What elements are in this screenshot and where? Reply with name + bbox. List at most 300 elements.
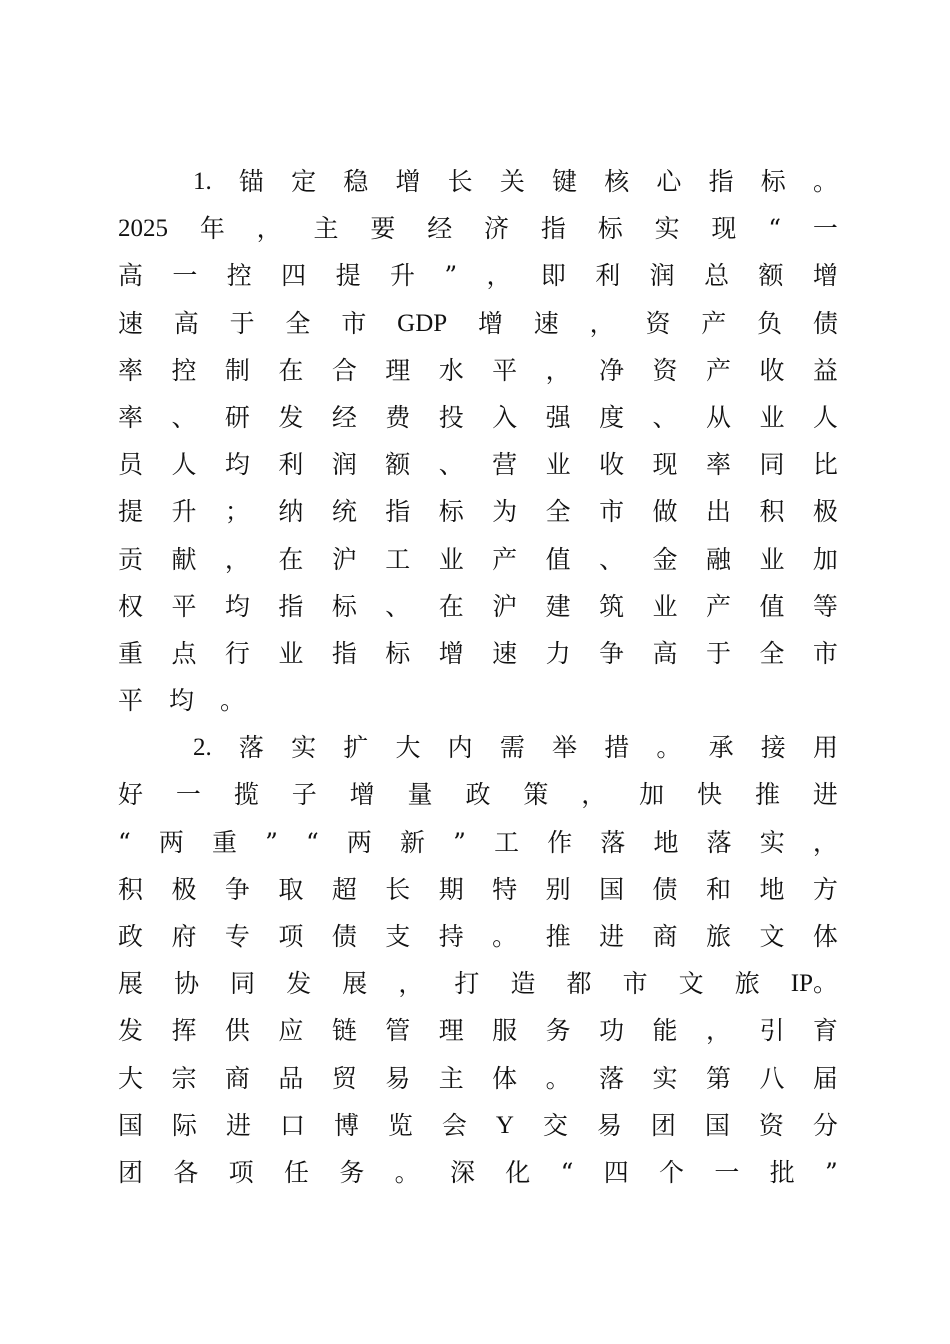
text-glyph: 提 [118,497,144,527]
text-glyph: 产 [492,544,518,574]
text-glyph: 一 [175,780,201,810]
text-glyph: 业 [759,544,785,574]
text-glyph: 点 [171,638,197,668]
text-glyph: 经 [427,214,453,244]
text-glyph: 内 [447,733,473,763]
text-glyph: 要 [370,214,396,244]
text-glyph: 定 [291,167,317,196]
text-glyph: 子 [291,780,317,810]
text-glyph: 资 [652,355,678,385]
text-glyph: 利 [278,450,304,480]
text-glyph: 链 [331,1016,357,1046]
text-glyph: 献 [171,544,197,574]
text-glyph: 分 [812,1110,838,1140]
text-glyph: 举 [552,733,578,763]
text-glyph: 期 [438,874,464,904]
text-glyph: 加 [639,780,665,810]
text-glyph: 标 [760,167,786,196]
text-glyph: 指 [331,638,357,668]
text-glyph: 揽 [233,780,259,810]
text-glyph: 各 [173,1157,199,1187]
text-glyph: 、 [599,544,625,574]
text-glyph: 经 [331,402,357,432]
text-glyph: 市 [812,638,838,668]
text-glyph: 增 [438,638,464,668]
text-glyph: “ [560,1157,574,1187]
text-glyph: ， [256,214,282,244]
text-glyph: 。 [492,922,518,951]
text-glyph: 比 [812,450,838,480]
text-glyph: 市 [622,969,648,999]
text-glyph: 率 [118,402,144,432]
text-glyph: 理 [438,1016,464,1046]
text-glyph: 权 [118,591,144,621]
text-glyph: 落 [238,733,264,763]
text-glyph: 展 [342,969,368,999]
text-glyph: 收 [759,355,785,385]
text-glyph: 应 [278,1016,304,1046]
text-glyph: 特 [492,874,518,904]
text-glyph: 于 [705,638,731,668]
text-glyph: 现 [652,450,678,480]
text-glyph: ” [453,827,466,857]
text-glyph: 制 [224,355,250,385]
text-glyph: 长 [447,167,473,196]
text-glyph: 益 [812,355,838,385]
text-glyph: 文 [759,922,785,951]
text-glyph: 统 [331,497,357,527]
text-glyph: 产 [705,591,731,621]
text-line [118,724,838,771]
text-glyph: 净 [599,355,625,385]
text-glyph: 接 [760,733,786,763]
text-glyph: 平 [118,686,144,716]
text-glyph: 大 [395,733,421,763]
text-glyph: 旅 [734,969,760,999]
text-glyph: 纳 [278,497,304,527]
text-glyph: 合 [331,355,357,385]
text-glyph: 和 [705,874,731,904]
text-glyph: 收 [599,450,625,480]
text-glyph: 负 [757,308,783,338]
text-glyph: 一 [812,214,838,244]
text-glyph: 实 [654,214,680,244]
text-glyph: 措 [604,733,630,763]
text-glyph: 全 [545,497,571,527]
text-glyph: 宗 [171,1063,197,1093]
text-glyph: 锚 [238,167,264,196]
text-glyph: 为 [492,497,518,527]
text-glyph: 金 [652,544,678,574]
text-glyph: 用 [812,733,838,763]
text-glyph: ， [545,355,571,385]
text-glyph: 文 [678,969,704,999]
text-glyph: 重 [118,638,144,668]
text-glyph: GDP [397,309,448,337]
text-glyph: 发 [118,1016,144,1046]
text-glyph: 方 [812,874,838,904]
text-glyph: 债 [652,874,678,904]
text-glyph: 争 [599,638,625,668]
text-glyph: 平 [492,355,518,385]
text-glyph: 落 [706,827,732,857]
text-glyph: 持 [438,922,464,951]
text-glyph: 速 [533,308,559,338]
text-glyph: 长 [385,874,411,904]
text-glyph: 政 [118,922,144,951]
text-glyph: 策 [523,780,549,810]
text-glyph: 核 [604,167,630,196]
text-glyph: “ [306,827,319,857]
text-glyph: 际 [171,1110,197,1140]
text-glyph: 升 [389,261,415,291]
text-glyph: 届 [812,1063,838,1093]
text-glyph: 度 [599,402,625,432]
text-glyph: 造 [510,969,536,999]
text-glyph: 协 [174,969,200,999]
text-glyph: 指 [540,214,566,244]
text-glyph: 2025 [118,215,168,243]
text-glyph: 。 [394,1157,420,1187]
text-glyph: 产 [705,355,731,385]
text-glyph: 量 [407,780,433,810]
text-glyph: 团 [118,1157,144,1187]
text-glyph: 旅 [705,922,731,951]
text-line [118,960,838,1007]
text-glyph: 升 [171,497,197,527]
text-glyph: 政 [465,780,491,810]
text-glyph: 研 [224,402,250,432]
text-glyph: 1. [193,168,212,195]
text-line [118,441,838,488]
text-line [118,771,838,818]
text-glyph: 融 [705,544,731,574]
text-glyph: 易 [385,1063,411,1093]
text-glyph: 标 [331,591,357,621]
text-glyph: 筑 [599,591,625,621]
text-glyph: “ [118,827,131,857]
text-line [118,1007,838,1054]
text-glyph: 项 [278,922,304,951]
text-glyph: 实 [291,733,317,763]
text-glyph: ， [812,827,838,857]
text-glyph: 增 [812,261,838,291]
text-glyph: 力 [545,638,571,668]
text-glyph: 发 [286,969,312,999]
text-glyph: 业 [652,591,678,621]
text-glyph: 专 [224,922,250,951]
text-glyph: 地 [759,874,785,904]
text-glyph: 展 [118,969,144,999]
text-glyph: 润 [649,261,675,291]
text-glyph: 国 [704,1110,730,1140]
text-glyph: 务 [339,1157,365,1187]
text-glyph: 在 [278,544,304,574]
text-glyph: 稳 [343,167,369,196]
text-glyph: 出 [705,497,731,527]
text-glyph: 业 [438,544,464,574]
text-glyph: 业 [278,638,304,668]
text-line [118,394,838,441]
text-glyph: 易 [596,1110,622,1140]
text-line [118,630,838,677]
text-glyph: 争 [224,874,250,904]
text-glyph: 于 [229,308,255,338]
text-glyph: ” [265,827,278,857]
text-glyph: 都 [566,969,592,999]
text-glyph: 。 [545,1063,571,1093]
text-glyph: 建 [545,591,571,621]
text-glyph: 项 [228,1157,254,1187]
text-glyph: 高 [652,638,678,668]
text-glyph: 从 [705,402,731,432]
text-glyph: 能 [652,1016,678,1046]
text-glyph: 标 [438,497,464,527]
text-line [118,347,838,394]
text-glyph: 商 [224,1063,250,1093]
text-glyph: 贡 [118,544,144,574]
text-glyph: 务 [545,1016,571,1046]
text-glyph: 、 [171,402,197,432]
text-glyph: 入 [492,402,518,432]
text-glyph: 供 [224,1016,250,1046]
text-glyph: 引 [759,1016,785,1046]
text-glyph: 进 [812,780,838,810]
text-glyph: 。 [220,686,246,716]
text-glyph: 作 [547,827,573,857]
text-glyph: IP。 [790,970,838,998]
text-glyph: 产 [701,308,727,338]
text-glyph: 。 [656,733,682,763]
text-glyph: 标 [597,214,623,244]
text-glyph: 快 [697,780,723,810]
text-glyph: 四 [281,261,307,291]
text-glyph: 推 [754,780,780,810]
text-glyph: 博 [333,1110,359,1140]
text-glyph: 资 [645,308,671,338]
text-glyph: 2. [193,734,212,762]
text-glyph: 功 [599,1016,625,1046]
text-line [118,583,838,630]
text-glyph: ， [705,1016,731,1046]
text-glyph: 业 [759,402,785,432]
paragraph-2 [118,724,838,1196]
text-glyph: 大 [118,1063,144,1093]
text-glyph: 、 [385,591,411,621]
text-glyph: 超 [331,874,357,904]
text-glyph: 新 [400,827,426,857]
text-glyph: 交 [542,1110,568,1140]
text-glyph: 水 [438,355,464,385]
text-glyph: 指 [708,167,734,196]
text-glyph: 主 [313,214,339,244]
text-glyph: 个 [659,1157,685,1187]
text-glyph: 支 [385,922,411,951]
text-glyph: 利 [595,261,621,291]
text-glyph: 批 [769,1157,795,1187]
text-glyph: 两 [158,827,184,857]
text-glyph: 值 [759,591,785,621]
text-line [118,158,838,205]
text-glyph: 增 [477,308,503,338]
text-glyph: 四 [603,1157,629,1187]
text-glyph: 同 [759,450,785,480]
text-glyph: 济 [484,214,510,244]
text-glyph: 推 [545,922,571,951]
text-glyph: 费 [385,402,411,432]
text-glyph: 工 [494,827,520,857]
text-glyph: 扩 [343,733,369,763]
text-glyph: 重 [212,827,238,857]
text-glyph: 化 [505,1157,531,1187]
text-glyph: 管 [385,1016,411,1046]
text-line [118,1055,838,1102]
text-glyph: 高 [173,308,199,338]
text-glyph: 标 [385,638,411,668]
text-glyph: 实 [759,827,785,857]
text-glyph: 提 [335,261,361,291]
text-glyph: 指 [278,591,304,621]
text-glyph: 一 [714,1157,740,1187]
paragraph-1 [118,158,838,724]
text-line [118,819,838,866]
text-glyph: 额 [758,261,784,291]
text-glyph: 投 [438,402,464,432]
text-glyph: 国 [118,1110,144,1140]
text-glyph: 现 [711,214,737,244]
text-glyph: 会 [441,1110,467,1140]
text-glyph: 地 [653,827,679,857]
text-glyph: 体 [812,922,838,951]
text-glyph: 商 [652,922,678,951]
text-glyph: 工 [385,544,411,574]
text-glyph: 国 [599,874,625,904]
text-glyph: ” [444,261,458,291]
text-glyph: 两 [346,827,372,857]
text-glyph: 极 [812,497,838,527]
text-glyph: 极 [171,874,197,904]
text-glyph: 润 [331,450,357,480]
text-glyph: 在 [438,591,464,621]
text-glyph: 行 [224,638,250,668]
text-glyph: Y [495,1111,514,1139]
text-glyph: 业 [545,450,571,480]
text-glyph: 第 [705,1063,731,1093]
text-glyph: 八 [759,1063,785,1093]
text-glyph: 沪 [331,544,357,574]
body-text [118,158,838,1196]
text-glyph: 增 [349,780,375,810]
text-line [118,536,838,583]
text-line [118,677,838,724]
text-glyph: 关 [499,167,525,196]
text-glyph: 年 [199,214,225,244]
text-glyph: 人 [812,402,838,432]
text-glyph: ， [224,544,250,574]
text-glyph: 育 [812,1016,838,1046]
text-glyph: ， [589,308,615,338]
text-glyph: 率 [118,355,144,385]
text-glyph: 人 [171,450,197,480]
text-glyph: 速 [118,308,144,338]
text-glyph: 主 [438,1063,464,1093]
text-glyph: 做 [652,497,678,527]
text-glyph: 口 [279,1110,305,1140]
text-glyph: 。 [812,167,838,196]
text-glyph: 进 [599,922,625,951]
text-glyph: 增 [395,167,421,196]
text-glyph: 等 [812,591,838,621]
text-glyph: ， [581,780,607,810]
text-glyph: 控 [226,261,252,291]
text-glyph: 市 [341,308,367,338]
text-glyph: 沪 [492,591,518,621]
text-glyph: 员 [118,450,144,480]
text-glyph: 发 [278,402,304,432]
text-glyph: ” [825,1157,838,1187]
text-glyph: 贸 [331,1063,357,1093]
text-glyph: 别 [545,874,571,904]
text-glyph: 平 [171,591,197,621]
text-glyph: 一 [172,261,198,291]
text-glyph: 均 [169,686,195,716]
text-glyph: 全 [759,638,785,668]
text-glyph: 高 [118,261,144,291]
text-line [118,205,838,252]
text-glyph: 进 [225,1110,251,1140]
text-glyph: 心 [656,167,682,196]
text-glyph: 债 [812,308,838,338]
text-glyph: 府 [171,922,197,951]
text-line [118,913,838,960]
text-line [118,866,838,913]
text-glyph: 落 [600,827,626,857]
text-glyph: 额 [385,450,411,480]
text-glyph: 需 [499,733,525,763]
text-glyph: 强 [545,402,571,432]
text-line [118,488,838,535]
text-glyph: 即 [540,261,566,291]
text-glyph: 控 [171,355,197,385]
text-glyph: 速 [492,638,518,668]
text-glyph: 览 [387,1110,413,1140]
text-glyph: 体 [492,1063,518,1093]
text-glyph: 积 [759,497,785,527]
text-glyph: ， [486,261,512,291]
text-glyph: 挥 [171,1016,197,1046]
text-glyph: 值 [545,544,571,574]
text-glyph: ， [398,969,424,999]
text-glyph: 积 [118,874,144,904]
text-line [118,1102,838,1149]
text-glyph: 取 [278,874,304,904]
text-glyph: 落 [599,1063,625,1093]
text-glyph: 债 [331,922,357,951]
text-glyph: 、 [438,450,464,480]
text-glyph: 团 [650,1110,676,1140]
text-glyph: 加 [812,544,838,574]
text-glyph: 率 [705,450,731,480]
text-glyph: 在 [278,355,304,385]
text-glyph: 任 [283,1157,309,1187]
text-line [118,300,838,347]
text-glyph: 营 [492,450,518,480]
text-glyph: 全 [285,308,311,338]
text-glyph: 深 [449,1157,475,1187]
text-glyph: 打 [454,969,480,999]
text-glyph: 资 [758,1110,784,1140]
text-glyph: 同 [230,969,256,999]
